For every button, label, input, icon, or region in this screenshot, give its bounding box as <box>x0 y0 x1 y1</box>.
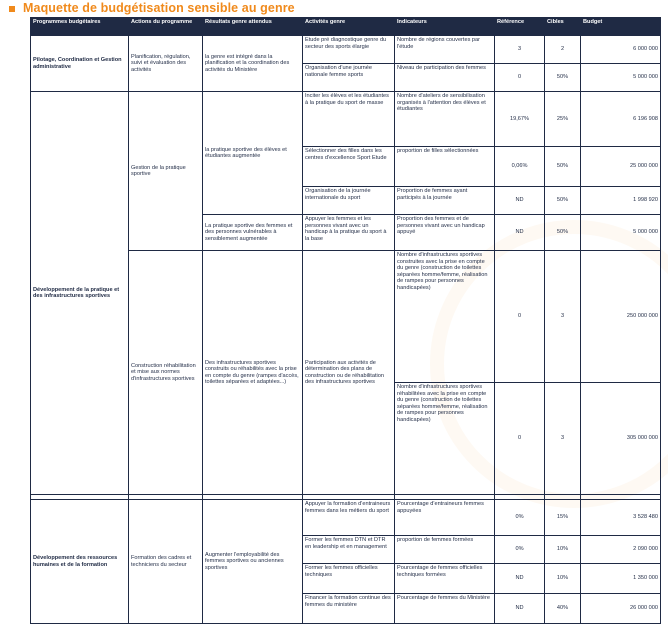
target-cell: 25% <box>545 92 581 147</box>
budget-cell: 6 196 908 <box>581 92 661 147</box>
budget-cell: 5 000 000 <box>581 215 661 251</box>
reference-cell: 0% <box>495 500 545 536</box>
reference-cell: 0,06% <box>495 147 545 187</box>
indicator-cell: Nombre d'ateliers de sensibilisation organisés à l'attention des élèves et étudiantes <box>395 92 495 147</box>
action-cell: Planification, régulation, suivi et évaluation des activités <box>129 36 203 92</box>
indicator-cell: Nombre d'infrastructures sportives construites avec la prise en compte du genre (construction de toilettes séparées homme/femme, réalisation de rampes pour personnes handicapées) <box>395 251 495 383</box>
budget-cell: 6 000 000 <box>581 36 661 64</box>
header-cell: Cibles <box>545 18 581 36</box>
header-cell: Résultats genre attendus <box>203 18 303 36</box>
budget-cell: 1 350 000 <box>581 564 661 594</box>
activity-cell: Inciter les élèves et les étudiantes à la pratique du sport de masse <box>303 92 395 147</box>
activity-cell: Former les femmes DTN et DTR en leadership et en management <box>303 536 395 564</box>
header-cell: Programmes budgétaires <box>31 18 129 36</box>
header-cell: Indicateurs <box>395 18 495 36</box>
reference-cell: 0 <box>495 383 545 495</box>
target-cell: 40% <box>545 594 581 624</box>
indicator-cell: proportion de filles sélectionnées <box>395 147 495 187</box>
budget-cell: 25 000 000 <box>581 147 661 187</box>
reference-cell: ND <box>495 564 545 594</box>
activity-cell: Sélectionner des filles dans les centres d'excellence Sport Etude <box>303 147 395 187</box>
activity-cell: Appuyer la formation d'entraineurs femmes dans les métiers du sport <box>303 500 395 536</box>
activity-cell: Former les femmes officielles techniques <box>303 564 395 594</box>
activity-cell: Etude pré diagnostique genre du secteur des sports élargie <box>303 36 395 64</box>
budget-cell: 2 090 000 <box>581 536 661 564</box>
target-cell: 15% <box>545 500 581 536</box>
target-cell: 3 <box>545 251 581 383</box>
target-cell: 50% <box>545 64 581 92</box>
target-cell: 50% <box>545 187 581 215</box>
activity-cell: Participation aux activités de détermination des plans de construction ou de réhabilitation des infrastructures sportives <box>303 251 395 495</box>
header-cell: Budget <box>581 18 661 36</box>
reference-cell: 19,67% <box>495 92 545 147</box>
budget-cell: 3 528 480 <box>581 500 661 536</box>
budget-table <box>30 17 661 624</box>
reference-cell: 3 <box>495 36 545 64</box>
target-cell: 10% <box>545 536 581 564</box>
header-cell: Activités genre <box>303 18 395 36</box>
reference-cell: 0% <box>495 536 545 564</box>
activity-cell: Appuyer les femmes et les personnes vivant avec un handicap à la pratique du sport à la base <box>303 215 395 251</box>
activity-cell: Financer la formation continue des femmes du ministère <box>303 594 395 624</box>
activity-cell: Organisation d'une journée nationale femme sports <box>303 64 395 92</box>
indicator-cell: Proportion des femmes et de personnes vivant avec un handicap appuyé <box>395 215 495 251</box>
indicator-cell: Pourcentage d'entraineurs femmes appuyées <box>395 500 495 536</box>
indicator-cell: Pourcentage de femmes du Ministère <box>395 594 495 624</box>
page-title: Maquette de budgétisation sensible au genre <box>23 1 295 15</box>
budget-cell: 305 000 000 <box>581 383 661 495</box>
target-cell: 3 <box>545 383 581 495</box>
target-cell: 50% <box>545 215 581 251</box>
reference-cell: 0 <box>495 251 545 383</box>
budget-cell: 5 000 000 <box>581 64 661 92</box>
target-cell: 2 <box>545 36 581 64</box>
reference-cell: ND <box>495 215 545 251</box>
result-cell: la genre est intégré dans la planification et la coordination des activités du Ministère <box>203 36 303 92</box>
activity-cell: Organisation de la journée internationale du sport <box>303 187 395 215</box>
programme-cell: Pilotage, Coordination et Gestion administrative <box>31 36 129 92</box>
result-cell: Des infrastructures sportives construits ou réhabilités avec la prise en compte du genre (rampes d'accès, toilettes séparées et adaptées...) <box>203 251 303 495</box>
indicator-cell: Proportion de femmes ayant participés à la journée <box>395 187 495 215</box>
budget-cell: 26 000 000 <box>581 594 661 624</box>
target-cell: 10% <box>545 564 581 594</box>
action-cell: Construction réhabilitation et mise aux normes d'infrastructures sportives <box>129 251 203 495</box>
indicator-cell: proportion de femmes formées <box>395 536 495 564</box>
action-cell: Formation des cadres et techniciens du secteur <box>129 500 203 624</box>
indicator-cell: Niveau de participation des femmes <box>395 64 495 92</box>
indicator-cell: Pourcentage de femmes officielles techniques formées <box>395 564 495 594</box>
table-row <box>31 36 661 64</box>
result-cell: La pratique sportive des femmes et des personnes vulnérables à sensiblement augmentée <box>203 215 303 251</box>
table-row <box>31 500 661 536</box>
result-cell: la pratique sportive des élèves et étudiantes augmentée <box>203 92 303 215</box>
budget-cell: 1 998 920 <box>581 187 661 215</box>
header-cell: Référence <box>495 18 545 36</box>
budget-cell: 250 000 000 <box>581 251 661 383</box>
bullet-icon <box>9 6 15 12</box>
reference-cell: ND <box>495 594 545 624</box>
header-row <box>31 18 661 36</box>
indicator-cell: Nombre de régions couvertes par l'étude <box>395 36 495 64</box>
reference-cell: 0 <box>495 64 545 92</box>
indicator-cell: Nombre d'infrastructures sportives réhabilitées avec la prise en compte du genre (construction de toilettes séparées homme/femme, réalisation de rampes pour personnes handicapées) <box>395 383 495 495</box>
table-row <box>31 92 661 147</box>
reference-cell: ND <box>495 187 545 215</box>
result-cell: Augmenter l'employabilité des femmes sportives ou anciennes sportives <box>203 500 303 624</box>
programme-cell: Développement de la pratique et des infrastructures sportives <box>31 92 129 495</box>
target-cell: 50% <box>545 147 581 187</box>
action-cell: Gestion de la pratique sportive <box>129 92 203 251</box>
programme-cell: Développement des ressources humaines et de la formation <box>31 500 129 624</box>
header-cell: Actions du programme <box>129 18 203 36</box>
